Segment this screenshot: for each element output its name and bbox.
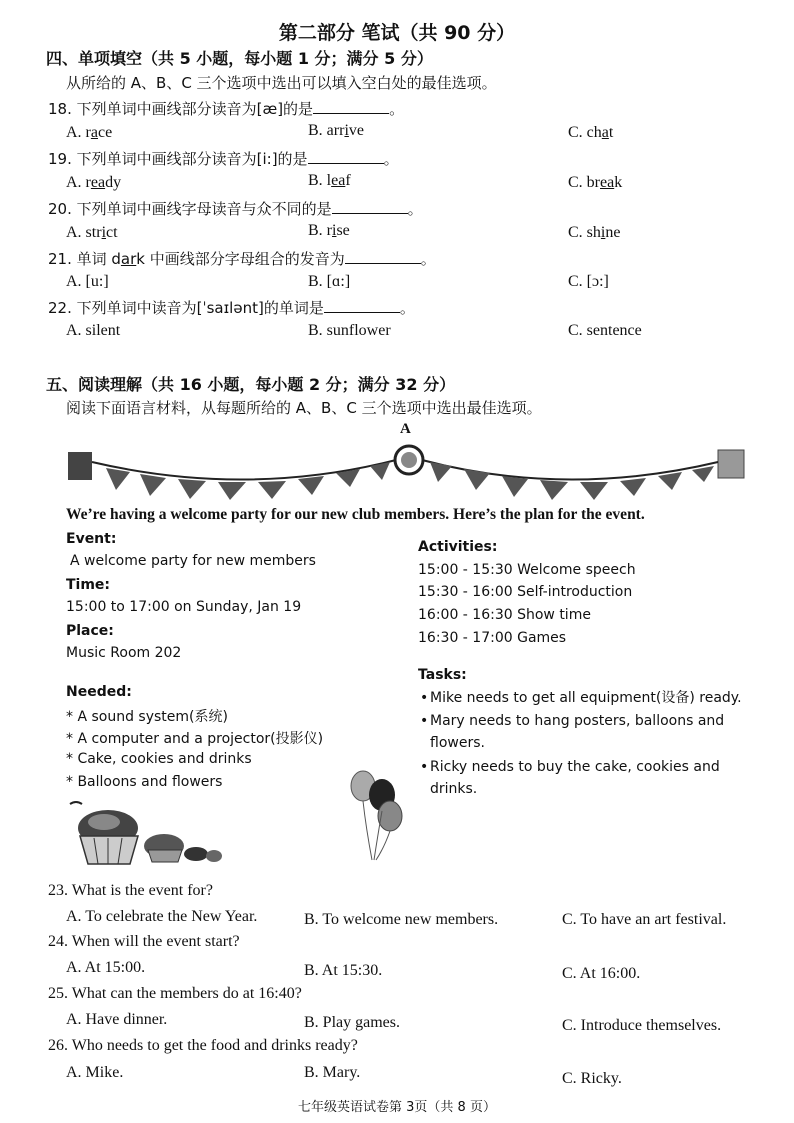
option-25b: B. Play games.	[304, 1014, 400, 1031]
option-23c: C. To have an art festival.	[562, 911, 727, 928]
opt-post: f	[345, 172, 351, 189]
question-end: 。	[383, 150, 399, 168]
opt-pre: B. r	[308, 222, 332, 239]
option-19b	[308, 172, 351, 190]
passage-label: A	[400, 421, 411, 437]
opt-pre: B. arr	[308, 122, 345, 139]
task-text: Mike needs to get all equipment(设备) ready.	[430, 690, 742, 706]
option-25a: A. Have dinner.	[66, 1011, 168, 1028]
place-label: Place:	[66, 623, 114, 639]
opt-post: ct	[106, 224, 118, 241]
needed-label: Needed:	[66, 684, 132, 700]
option-23b: B. To welcome new members.	[304, 911, 499, 928]
opt-underlined: i	[344, 122, 349, 139]
page-footer: 七年级英语试卷第 3页（共 8 页）	[298, 1100, 496, 1115]
opt-post: se	[336, 222, 350, 239]
activity-item: 16:30 - 17:00 Games	[418, 630, 567, 646]
question-stem-pre: 21. 单词 d	[48, 250, 121, 268]
opt-pre: C. br	[568, 174, 600, 191]
option-19c	[568, 174, 622, 192]
opt-pre: C. ch	[568, 124, 602, 141]
opt-post: ce	[98, 124, 113, 141]
opt-post: t	[608, 124, 614, 141]
bunting-banner-icon	[66, 424, 746, 500]
option-18b	[308, 122, 364, 140]
opt-pre: A. str	[66, 224, 102, 241]
question-end: 。	[389, 100, 405, 118]
option-24a: A. At 15:00.	[66, 959, 146, 976]
question-22	[48, 297, 415, 318]
question-stem: 22. 下列单词中读音为[ˈsaɪlənt]的单词是	[48, 299, 324, 317]
option-26b: B. Mary.	[304, 1064, 361, 1081]
balloons-icon	[346, 768, 408, 864]
opt-pre: C. sh	[568, 224, 601, 241]
opt-pre: B. l	[308, 172, 332, 189]
question-25: 25. What can the members do at 16:40?	[48, 985, 302, 1002]
opt-underlined: i	[101, 224, 107, 241]
task-text: Mary needs to hang posters, balloons and flowers.	[430, 713, 725, 751]
answer-blank	[332, 199, 408, 214]
question-stem-underlined: ar	[120, 250, 137, 268]
event-value: A welcome party for new members	[70, 553, 316, 569]
answer-blank	[313, 99, 389, 114]
question-19	[48, 148, 399, 169]
question-stem: 19. 下列单词中画线部分读音为[i:]的是	[48, 150, 308, 168]
answer-blank	[324, 298, 400, 313]
opt-post: ne	[605, 224, 621, 241]
option-20c	[568, 224, 620, 242]
opt-post: ve	[348, 122, 364, 139]
question-stem-post: k 中画线部分字母组合的发音为	[136, 250, 345, 268]
option-26c: C. Ricky.	[562, 1070, 622, 1087]
bullet: •	[420, 759, 429, 775]
question-stem: 20. 下列单词中画线字母读音与众不同的是	[48, 200, 332, 218]
opt-underlined: ea	[600, 174, 615, 191]
time-value: 15:00 to 17:00 on Sunday, Jan 19	[66, 599, 302, 615]
section5-instruction: 阅读下面语言材料，从每题所给的 A、B、C 三个选项中选出最佳选项。	[66, 399, 542, 417]
option-24b: B. At 15:30.	[304, 962, 383, 979]
needed-item: * A computer and a projector(投影仪)	[66, 731, 324, 747]
opt-underlined: ea	[331, 172, 346, 189]
option-22c: C. sentence	[568, 322, 642, 339]
option-21a: A. [u:]	[66, 273, 109, 290]
activity-item: 15:30 - 16:00 Self-introduction	[418, 584, 633, 600]
option-26a: A. Mike.	[66, 1064, 124, 1081]
option-18c	[568, 124, 613, 142]
option-21b: B. [ɑ:]	[308, 273, 351, 290]
question-end: 。	[407, 200, 423, 218]
option-21c: C. [ɔ:]	[568, 273, 609, 290]
page-title: 第二部分 笔试（共 90 分）	[278, 22, 516, 44]
passage-intro: We’re having a welcome party for our new club members. Here’s the plan for the event.	[66, 506, 645, 523]
answer-blank	[345, 249, 421, 264]
center-dot	[401, 452, 417, 468]
event-label: Event:	[66, 531, 117, 547]
opt-pre: A. r	[66, 174, 91, 191]
activity-item: 15:00 - 15:30 Welcome speech	[418, 562, 636, 578]
bullet: •	[420, 713, 429, 729]
option-22a: A. silent	[66, 322, 121, 339]
opt-post: k	[614, 174, 623, 191]
option-23a: A. To celebrate the New Year.	[66, 908, 258, 925]
question-21	[48, 248, 436, 269]
tasks-label: Tasks:	[418, 667, 467, 683]
needed-item: * Cake, cookies and drinks	[66, 751, 252, 767]
option-19a	[66, 174, 121, 192]
option-22b: B. sunflower	[308, 322, 391, 339]
question-end: 。	[399, 299, 415, 317]
opt-underlined: a	[90, 124, 98, 141]
opt-underlined: ea	[90, 174, 106, 191]
cupcake-icon	[68, 800, 224, 866]
opt-pre: A. r	[66, 124, 91, 141]
task-item	[420, 687, 746, 709]
opt-post: dy	[105, 174, 122, 191]
section4-heading: 四、单项填空（共 5 小题，每小题 1 分；满分 5 分）	[46, 49, 433, 68]
time-label: Time:	[66, 577, 111, 593]
question-26: 26. Who needs to get the food and drinks ready?	[48, 1037, 358, 1054]
left-square	[68, 452, 92, 480]
option-25c: C. Introduce themselves.	[562, 1017, 722, 1034]
needed-item: * A sound system(系统)	[66, 709, 228, 725]
needed-item: * Balloons and flowers	[66, 774, 223, 790]
opt-underlined: a	[601, 124, 609, 141]
question-end: 。	[420, 250, 436, 268]
answer-blank	[308, 149, 384, 164]
question-18	[48, 98, 404, 119]
option-24c: C. At 16:00.	[562, 965, 641, 982]
question-20	[48, 198, 423, 219]
right-square	[718, 450, 744, 478]
task-text: Ricky needs to buy the cake, cookies and drinks.	[430, 759, 720, 797]
place-value: Music Room 202	[66, 645, 182, 661]
activities-label: Activities:	[418, 539, 498, 555]
question-stem: 18. 下列单词中画线部分读音为[æ]的是	[48, 100, 314, 118]
option-20b	[308, 222, 350, 240]
question-23: 23. What is the event for?	[48, 882, 213, 899]
question-24: 24. When will the event start?	[48, 933, 240, 950]
option-20a	[66, 224, 118, 242]
opt-underlined: i	[332, 222, 337, 239]
section4-instruction: 从所给的 A、B、C 三个选项中选出可以填入空白处的最佳选项。	[66, 74, 497, 92]
bullet: •	[420, 690, 429, 706]
option-18a	[66, 124, 112, 142]
activity-item: 16:00 - 16:30 Show time	[418, 607, 591, 623]
opt-underlined: i	[600, 224, 606, 241]
task-item	[420, 756, 746, 800]
task-item	[420, 710, 746, 754]
section5-heading: 五、阅读理解（共 16 小题，每小题 2 分；满分 32 分）	[46, 375, 456, 394]
